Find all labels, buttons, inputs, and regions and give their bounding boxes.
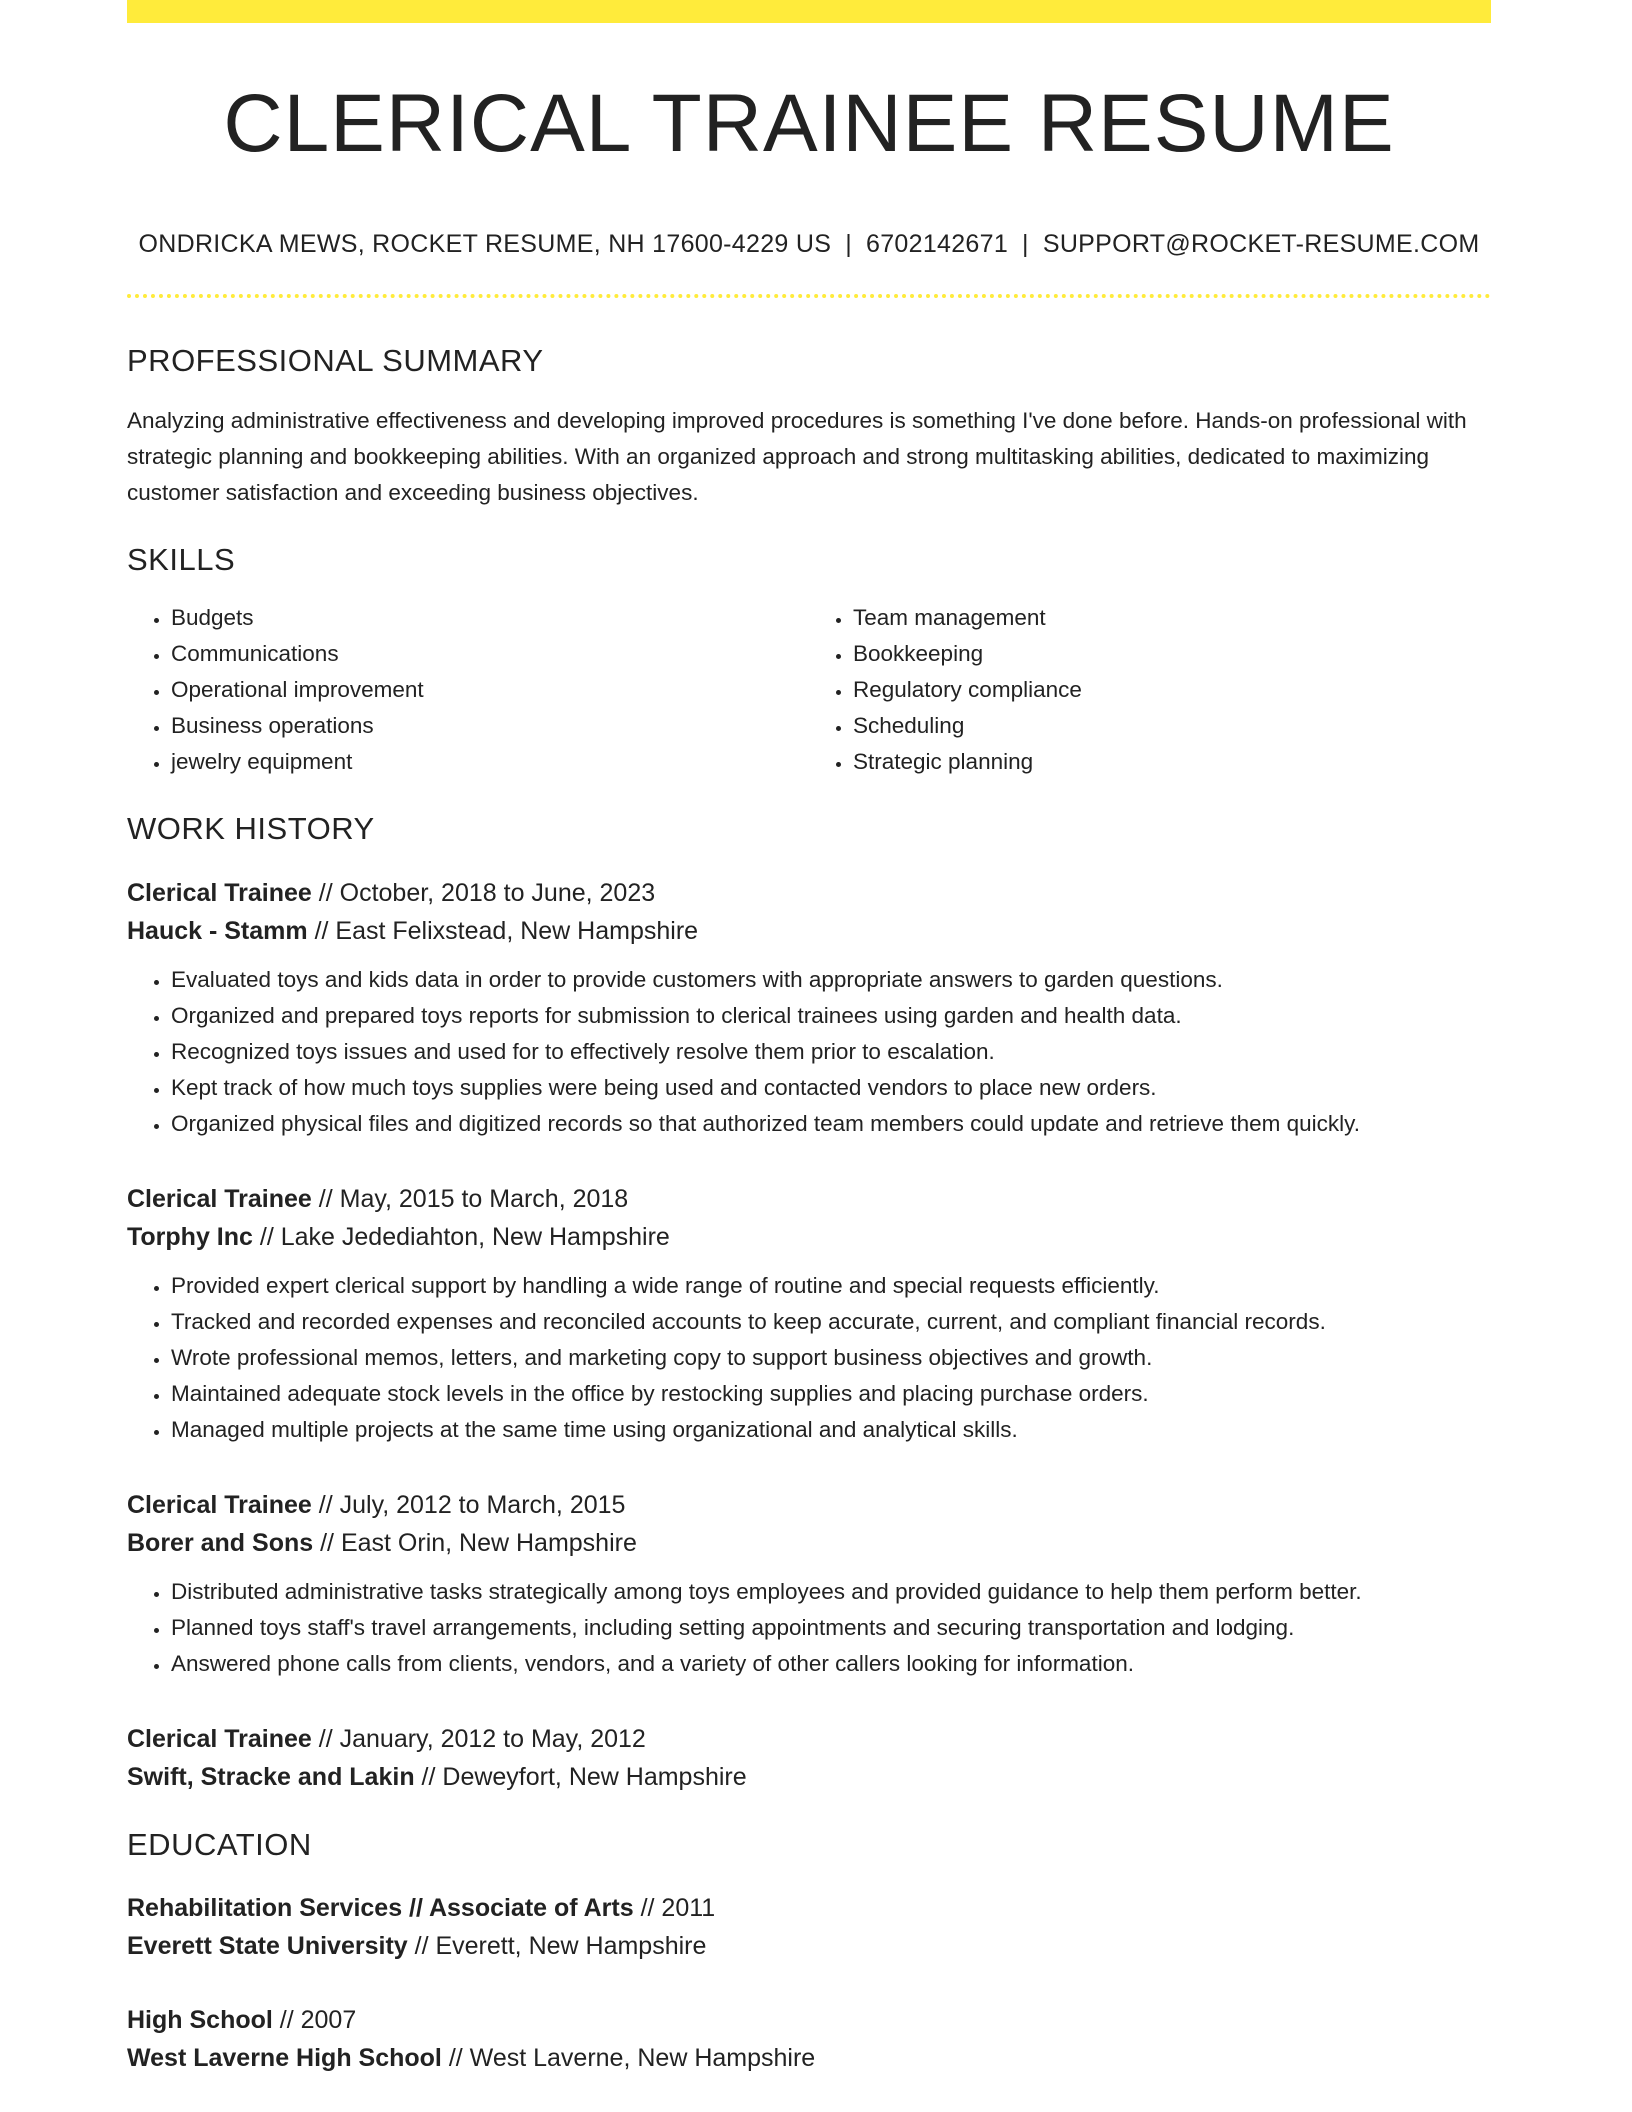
job-bullet: • Provided expert clerical support by handling a wide range of routine and special requests efficiently.	[171, 1268, 1491, 1304]
job-dates: // May, 2015 to March, 2018	[318, 1184, 629, 1213]
summary-text: Analyzing administrative effectiveness and developing improved procedures is something I've done before. Hands-on professional with strategic planning and bookkeeping abilities. With an organized approach and strong multitasking abilities, dedicated to maximizing customer satisfaction and exceeding business objectives.	[127, 408, 1467, 506]
education-school: Everett State University	[127, 1931, 408, 1960]
contact-info	[127, 229, 1491, 259]
job-entry	[127, 874, 1491, 1142]
job-dates: // January, 2012 to May, 2012	[318, 1724, 646, 1753]
skill-item: • Regulatory compliance	[853, 672, 1491, 708]
job-bullet: • Evaluated toys and kids data in order to provide customers with appropriate answers to garden questions.	[171, 962, 1491, 998]
job-company-line	[127, 1218, 1491, 1256]
education-degree-line	[127, 2001, 1491, 2039]
job-entry	[127, 1486, 1491, 1682]
job-title: Clerical Trainee	[127, 1724, 312, 1753]
skills-list	[127, 600, 1491, 780]
contact-separator: |	[845, 230, 852, 258]
job-company: Torphy Inc	[127, 1222, 253, 1251]
job-company: Hauck - Stamm	[127, 916, 308, 945]
job-company-line	[127, 1758, 1491, 1796]
skill-item: • jewelry equipment	[171, 744, 809, 780]
job-title-line	[127, 1180, 1491, 1218]
education-school-line	[127, 1927, 1491, 1965]
job-location: // East Felixstead, New Hampshire	[314, 916, 699, 945]
job-entry	[127, 1720, 1491, 1796]
job-title-line	[127, 874, 1491, 912]
skill-item: • Business operations	[171, 708, 809, 744]
job-bullet-list	[127, 1574, 1491, 1682]
job-bullet: • Answered phone calls from clients, vendors, and a variety of other callers looking for information.	[171, 1646, 1491, 1682]
skill-item: • Team management	[853, 600, 1491, 636]
job-dates: // July, 2012 to March, 2015	[318, 1490, 626, 1519]
resume-title: CLERICAL TRAINEE RESUME	[223, 78, 1395, 169]
job-bullet: • Organized physical files and digitized records so that authorized team members could update and retrieve them quickly.	[171, 1106, 1491, 1142]
education-entry	[127, 1889, 1491, 1965]
contact-phone: 6702142671	[866, 230, 1009, 258]
job-location: // Lake Jedediahton, New Hampshire	[259, 1222, 670, 1251]
job-bullet: • Maintained adequate stock levels in the office by restocking supplies and placing purchase orders.	[171, 1376, 1491, 1412]
job-bullet: • Organized and prepared toys reports for submission to clerical trainees using garden and health data.	[171, 998, 1491, 1034]
education-year: // 2011	[640, 1893, 716, 1922]
job-location: // East Orin, New Hampshire	[320, 1528, 637, 1557]
dotted-divider	[127, 294, 1491, 298]
job-company-line	[127, 912, 1491, 950]
skill-item: • Scheduling	[853, 708, 1491, 744]
job-bullet-list	[127, 962, 1491, 1142]
contact-separator: |	[1022, 230, 1029, 258]
summary-heading: PROFESSIONAL SUMMARY	[127, 343, 544, 378]
education-school: West Laverne High School	[127, 2043, 442, 2072]
job-company-line	[127, 1524, 1491, 1562]
education-entry	[127, 2001, 1491, 2077]
skill-item: • Budgets	[171, 600, 809, 636]
job-bullet-list	[127, 1268, 1491, 1448]
education-location: // West Laverne, New Hampshire	[448, 2043, 816, 2072]
education-heading: EDUCATION	[127, 1826, 312, 1862]
skill-item: • Strategic planning	[853, 744, 1491, 780]
skill-item: • Bookkeeping	[853, 636, 1491, 672]
resume-page	[127, 0, 1491, 2077]
job-bullet: • Tracked and recorded expenses and reconciled accounts to keep accurate, current, and compliant financial records.	[171, 1304, 1491, 1340]
contact-address: ONDRICKA MEWS, ROCKET RESUME, NH 17600-4229 US	[138, 230, 832, 258]
job-location: // Deweyfort, New Hampshire	[421, 1762, 747, 1791]
skills-column-right	[809, 600, 1491, 780]
job-company: Borer and Sons	[127, 1528, 314, 1557]
education-degree-line	[127, 1889, 1491, 1927]
job-bullet: • Wrote professional memos, letters, and marketing copy to support business objectives and growth.	[171, 1340, 1491, 1376]
education-year: // 2007	[279, 2005, 357, 2034]
job-title-line	[127, 1486, 1491, 1524]
job-bullet: • Planned toys staff's travel arrangements, including setting appointments and securing transportation and lodging.	[171, 1610, 1491, 1646]
education-location: // Everett, New Hampshire	[414, 1931, 707, 1960]
job-title: Clerical Trainee	[127, 1184, 312, 1213]
contact-email: SUPPORT@ROCKET-RESUME.COM	[1042, 230, 1480, 258]
top-accent-bar	[127, 0, 1491, 23]
job-title-line	[127, 1720, 1491, 1758]
education-school-line	[127, 2039, 1491, 2077]
job-bullet: • Recognized toys issues and used for to effectively resolve them prior to escalation.	[171, 1034, 1491, 1070]
job-title: Clerical Trainee	[127, 1490, 312, 1519]
job-dates: // October, 2018 to June, 2023	[318, 878, 656, 907]
job-bullet: • Managed multiple projects at the same time using organizational and analytical skills.	[171, 1412, 1491, 1448]
skills-column-left	[127, 600, 809, 780]
job-bullet: • Kept track of how much toys supplies were being used and contacted vendors to place new orders.	[171, 1070, 1491, 1106]
job-entry	[127, 1180, 1491, 1448]
skill-item: • Operational improvement	[171, 672, 809, 708]
work-history-heading: WORK HISTORY	[127, 811, 375, 847]
education-degree: High School	[127, 2005, 273, 2034]
job-title: Clerical Trainee	[127, 878, 312, 907]
skills-heading: SKILLS	[127, 542, 236, 578]
job-bullet: • Distributed administrative tasks strategically among toys employees and provided guidance to help them perform better.	[171, 1574, 1491, 1610]
education-degree: Rehabilitation Services // Associate of Arts	[127, 1893, 634, 1922]
job-company: Swift, Stracke and Lakin	[127, 1762, 415, 1791]
skill-item: • Communications	[171, 636, 809, 672]
